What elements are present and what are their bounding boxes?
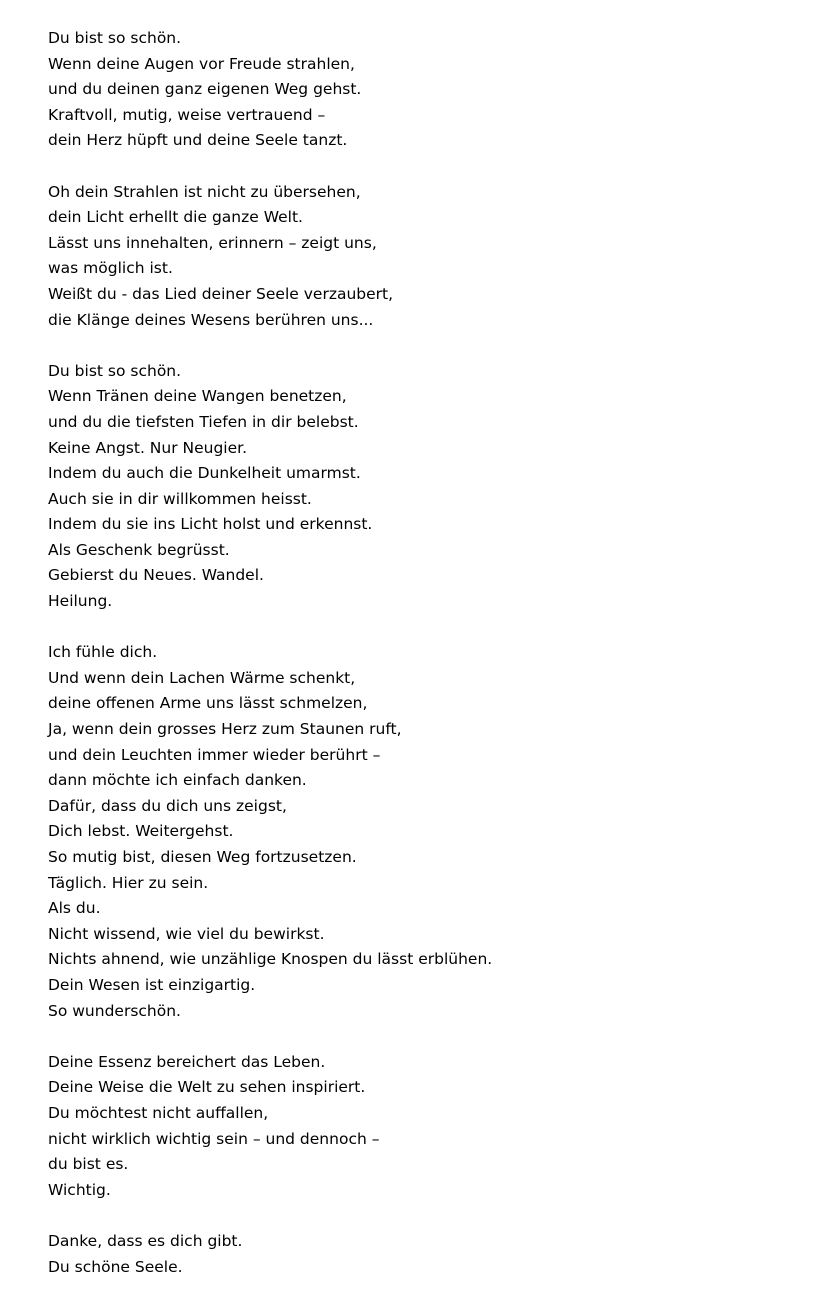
stanza-1 xyxy=(48,26,788,154)
poem-line: Keine Angst. Nur Neugier. xyxy=(48,438,248,457)
poem-line: nicht wirklich wichtig sein – und dennoch – xyxy=(48,1129,380,1148)
poem-line: Gebierst du Neues. Wandel. xyxy=(48,566,264,585)
poem-line: deine offenen Arme uns lässt schmelzen, xyxy=(48,694,368,713)
poem-line: Deine Essenz bereichert das Leben. xyxy=(48,1052,326,1071)
poem-line: Du schöne Seele. xyxy=(48,1257,183,1276)
poem-line: Auch sie in dir willkommen heisst. xyxy=(48,489,312,508)
poem-line: dein Licht erhellt die ganze Welt. xyxy=(48,208,303,227)
poem-line: Kraftvoll, mutig, weise vertrauend – xyxy=(48,105,326,124)
poem-line: Dein Wesen ist einzigartig. xyxy=(48,975,256,994)
poem-line: Dafür, dass du dich uns zeigst, xyxy=(48,796,287,815)
poem-line: Nicht wissend, wie viel du bewirkst. xyxy=(48,924,325,943)
poem-line: Danke, dass es dich gibt. xyxy=(48,1231,243,1250)
poem-line: Du bist so schön. xyxy=(48,29,182,47)
poem-line: Und wenn dein Lachen Wärme schenkt, xyxy=(48,668,356,687)
poem-line: dann möchte ich einfach danken. xyxy=(48,771,307,790)
poem-line: Deine Weise die Welt zu sehen inspiriert. xyxy=(48,1078,366,1097)
poem-line: Indem du sie ins Licht holst und erkennst. xyxy=(48,515,373,534)
poem-line: Nichts ahnend, wie unzählige Knospen du lässt erblühen. xyxy=(48,950,493,969)
poem-line: So wunderschön. xyxy=(48,1001,181,1020)
poem-line: Wenn Tränen deine Wangen benetzen, xyxy=(48,387,347,406)
poem-line: und du deinen ganz eigenen Weg gehst. xyxy=(48,80,362,99)
poem-line: Ich fühle dich. xyxy=(48,643,158,662)
poem-line: dein Herz hüpft und deine Seele tanzt. xyxy=(48,131,348,150)
poem-line: So mutig bist, diesen Weg fortzusetzen. xyxy=(48,848,357,866)
poem-line: Wichtig. xyxy=(48,1180,111,1199)
poem-line: Du möchtest nicht auffallen, xyxy=(48,1103,269,1122)
poem-line: Als Geschenk begrüsst. xyxy=(48,540,230,559)
poem-line: und du die tiefsten Tiefen in dir belebst. xyxy=(48,412,359,431)
stanza-2 xyxy=(48,180,788,334)
poem-line: die Klänge deines Wesens berühren uns... xyxy=(48,310,374,329)
poem-line: Als du. xyxy=(48,899,101,918)
poem-line: Heilung. xyxy=(48,592,113,611)
poem-line: was möglich ist. xyxy=(48,259,173,278)
poem-line: du bist es. xyxy=(48,1155,129,1174)
poem-line: Weißt du - das Lied deiner Seele verzaubert, xyxy=(48,284,394,303)
poem-line: Wenn deine Augen vor Freude strahlen, xyxy=(48,54,355,73)
stanza-5 xyxy=(48,1050,788,1204)
poem-line: und dein Leuchten immer wieder berührt – xyxy=(48,745,381,764)
poem-line: Lässt uns innehalten, erinnern – zeigt uns, xyxy=(48,233,377,252)
poem-line: Du bist so schön. xyxy=(48,361,182,380)
poem-line: Oh dein Strahlen ist nicht zu übersehen, xyxy=(48,182,361,201)
poem-line: Ja, wenn dein grosses Herz zum Staunen ruft, xyxy=(48,720,402,739)
poem-line: Dich lebst. Weitergehst. xyxy=(48,822,234,841)
poem-line: Indem du auch die Dunkelheit umarmst. xyxy=(48,464,361,483)
poem-text xyxy=(48,26,788,1306)
poem-line: Täglich. Hier zu sein. xyxy=(48,873,209,892)
stanza-6 xyxy=(48,1229,788,1280)
stanza-3 xyxy=(48,359,788,615)
stanza-4 xyxy=(48,640,788,1024)
